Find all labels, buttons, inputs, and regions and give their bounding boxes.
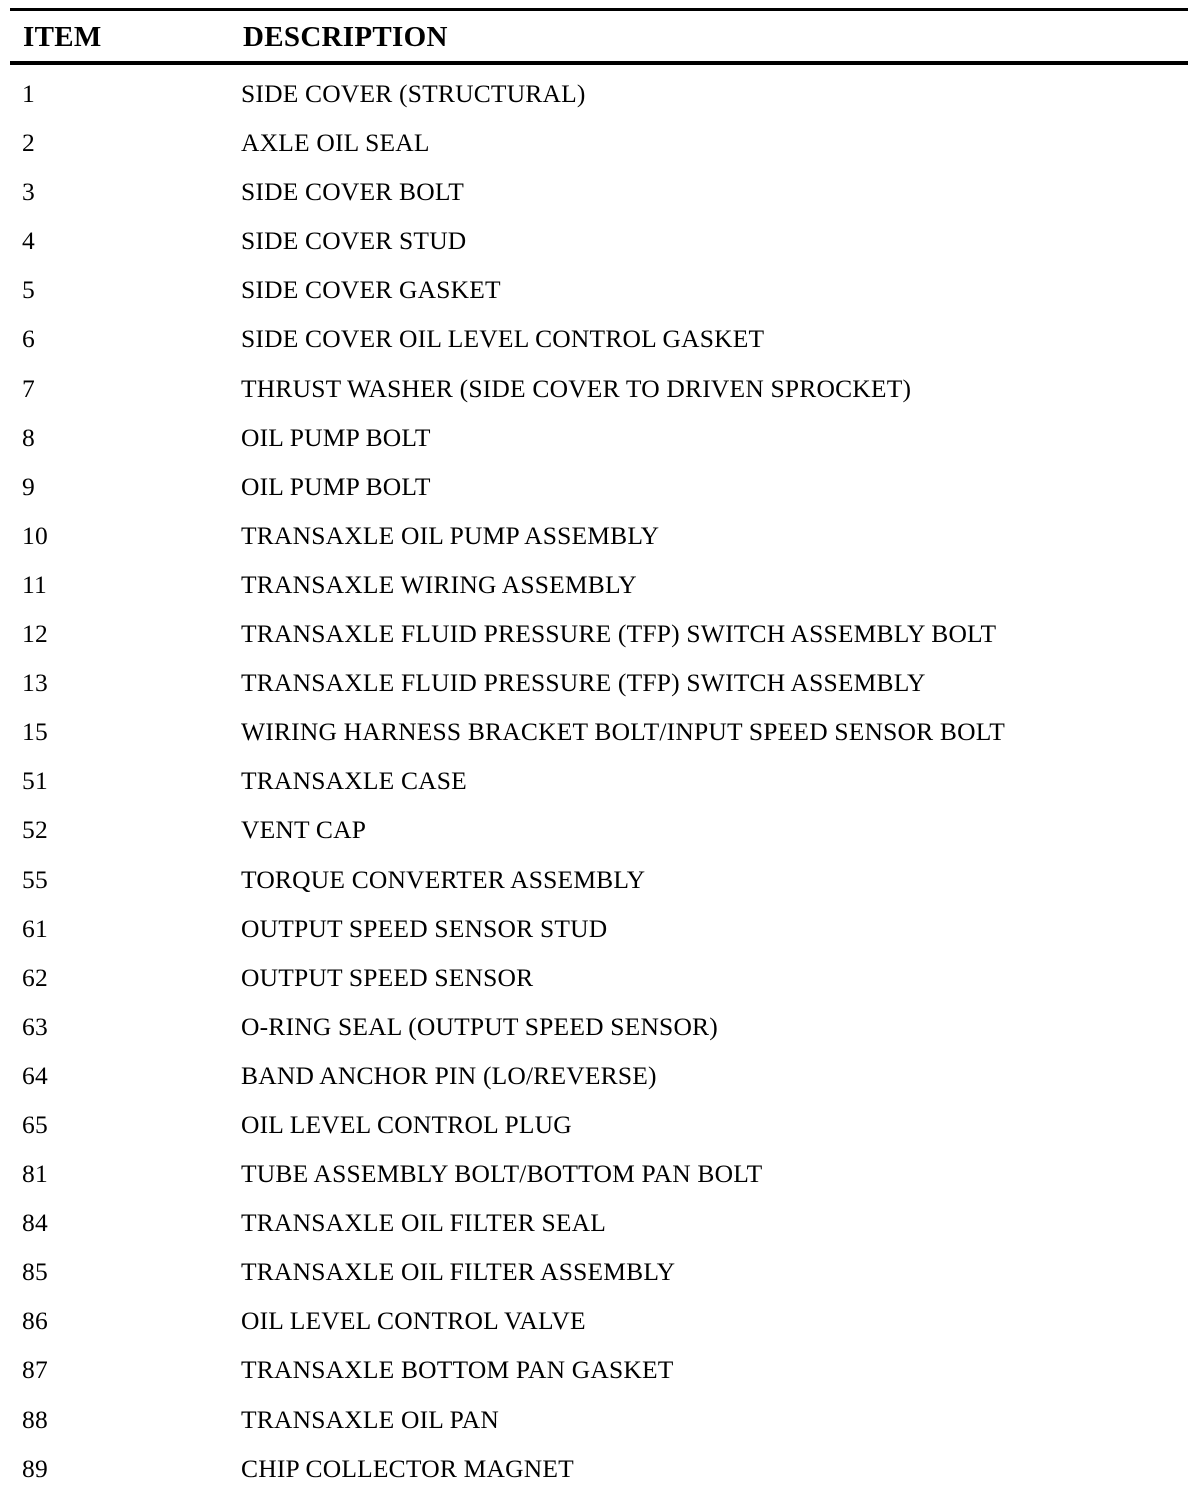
item-number: 6 xyxy=(22,324,35,354)
item-number: 5 xyxy=(22,275,35,305)
item-description: OUTPUT SPEED SENSOR STUD xyxy=(241,913,608,943)
item-description: SIDE COVER (STRUCTURAL) xyxy=(241,79,586,108)
item-number: 52 xyxy=(22,815,48,845)
item-number: 88 xyxy=(22,1404,48,1434)
item-description: OIL PUMP BOLT xyxy=(241,422,431,452)
item-description: OIL PUMP BOLT xyxy=(241,471,431,501)
item-description: O-RING SEAL (OUTPUT SPEED SENSOR) xyxy=(241,1011,718,1041)
table-row xyxy=(10,659,1188,708)
item-number: 51 xyxy=(22,766,48,796)
table-body xyxy=(10,70,1188,1494)
table-row xyxy=(10,315,1188,364)
table-row xyxy=(10,1150,1188,1199)
item-number: 62 xyxy=(22,962,48,992)
table-row xyxy=(10,561,1188,610)
table-row xyxy=(10,708,1188,757)
table-row xyxy=(10,905,1188,954)
table-row xyxy=(10,1346,1188,1395)
table-row xyxy=(10,365,1188,414)
item-number: 3 xyxy=(22,177,35,207)
item-description: TRANSAXLE FLUID PRESSURE (TFP) SWITCH ASSEMBLY xyxy=(241,668,926,698)
item-number: 55 xyxy=(22,864,48,894)
item-number: 2 xyxy=(22,128,35,158)
table-row xyxy=(10,463,1188,512)
item-number: 1 xyxy=(22,79,35,108)
table-row xyxy=(10,806,1188,855)
table-row xyxy=(10,168,1188,217)
item-description: TRANSAXLE OIL FILTER ASSEMBLY xyxy=(241,1257,676,1287)
item-description: THRUST WASHER (SIDE COVER TO DRIVEN SPROCKET) xyxy=(241,373,912,403)
item-description: TRANSAXLE OIL FILTER SEAL xyxy=(241,1208,607,1238)
table-row xyxy=(10,1248,1188,1297)
item-number: 84 xyxy=(22,1208,48,1238)
table-row xyxy=(10,1199,1188,1248)
table-row xyxy=(10,1445,1188,1494)
table-row xyxy=(10,1396,1188,1445)
table-row xyxy=(10,954,1188,1003)
item-number: 7 xyxy=(22,373,35,403)
item-number: 61 xyxy=(22,913,48,943)
item-description: OUTPUT SPEED SENSOR xyxy=(241,962,534,992)
item-description: TRANSAXLE BOTTOM PAN GASKET xyxy=(241,1355,674,1385)
item-number: 4 xyxy=(22,226,35,256)
table-header-rule xyxy=(10,61,1188,65)
table-row xyxy=(10,610,1188,659)
item-number: 13 xyxy=(22,668,48,698)
item-description: TRANSAXLE WIRING ASSEMBLY xyxy=(241,569,637,599)
item-description: SIDE COVER BOLT xyxy=(241,177,465,207)
item-description: SIDE COVER OIL LEVEL CONTROL GASKET xyxy=(241,324,765,354)
item-number: 63 xyxy=(22,1011,48,1041)
item-number: 9 xyxy=(22,471,35,501)
table-row xyxy=(10,512,1188,561)
table-header-row xyxy=(10,11,1188,61)
table-row xyxy=(10,70,1188,119)
column-header-description: DESCRIPTION xyxy=(243,21,448,53)
item-number: 11 xyxy=(22,569,47,599)
item-description: WIRING HARNESS BRACKET BOLT/INPUT SPEED SENSOR BOLT xyxy=(241,717,1005,747)
item-description: BAND ANCHOR PIN (LO/REVERSE) xyxy=(241,1060,657,1090)
table-row xyxy=(10,757,1188,806)
item-description: SIDE COVER GASKET xyxy=(241,275,501,305)
item-number: 89 xyxy=(22,1453,48,1483)
table-row xyxy=(10,414,1188,463)
item-description: SIDE COVER STUD xyxy=(241,226,467,256)
table-row xyxy=(10,217,1188,266)
table-row xyxy=(10,856,1188,905)
item-number: 81 xyxy=(22,1159,48,1189)
parts-table xyxy=(10,8,1188,1494)
item-description: TUBE ASSEMBLY BOLT/BOTTOM PAN BOLT xyxy=(241,1159,763,1189)
table-row xyxy=(10,1052,1188,1101)
table-row xyxy=(10,1297,1188,1346)
item-description: TRANSAXLE OIL PAN xyxy=(241,1404,499,1434)
item-description: TRANSAXLE FLUID PRESSURE (TFP) SWITCH ASSEMBLY BOLT xyxy=(241,619,997,649)
item-number: 64 xyxy=(22,1060,48,1090)
item-description: VENT CAP xyxy=(241,815,367,845)
table-row xyxy=(10,1101,1188,1150)
item-description: OIL LEVEL CONTROL VALVE xyxy=(241,1306,586,1336)
item-number: 86 xyxy=(22,1306,48,1336)
item-description: TORQUE CONVERTER ASSEMBLY xyxy=(241,864,646,894)
item-number: 12 xyxy=(22,619,48,649)
item-description: CHIP COLLECTOR MAGNET xyxy=(241,1453,574,1483)
table-row xyxy=(10,266,1188,315)
item-description: OIL LEVEL CONTROL PLUG xyxy=(241,1109,572,1139)
item-number: 10 xyxy=(22,520,48,550)
item-description: TRANSAXLE CASE xyxy=(241,766,467,796)
table-row xyxy=(10,1003,1188,1052)
item-number: 15 xyxy=(22,717,48,747)
item-number: 85 xyxy=(22,1257,48,1287)
column-header-item: ITEM xyxy=(23,21,102,53)
item-number: 65 xyxy=(22,1109,48,1139)
item-description: TRANSAXLE OIL PUMP ASSEMBLY xyxy=(241,520,660,550)
item-description: AXLE OIL SEAL xyxy=(241,128,430,158)
item-number: 8 xyxy=(22,422,35,452)
item-number: 87 xyxy=(22,1355,48,1385)
table-row xyxy=(10,119,1188,168)
